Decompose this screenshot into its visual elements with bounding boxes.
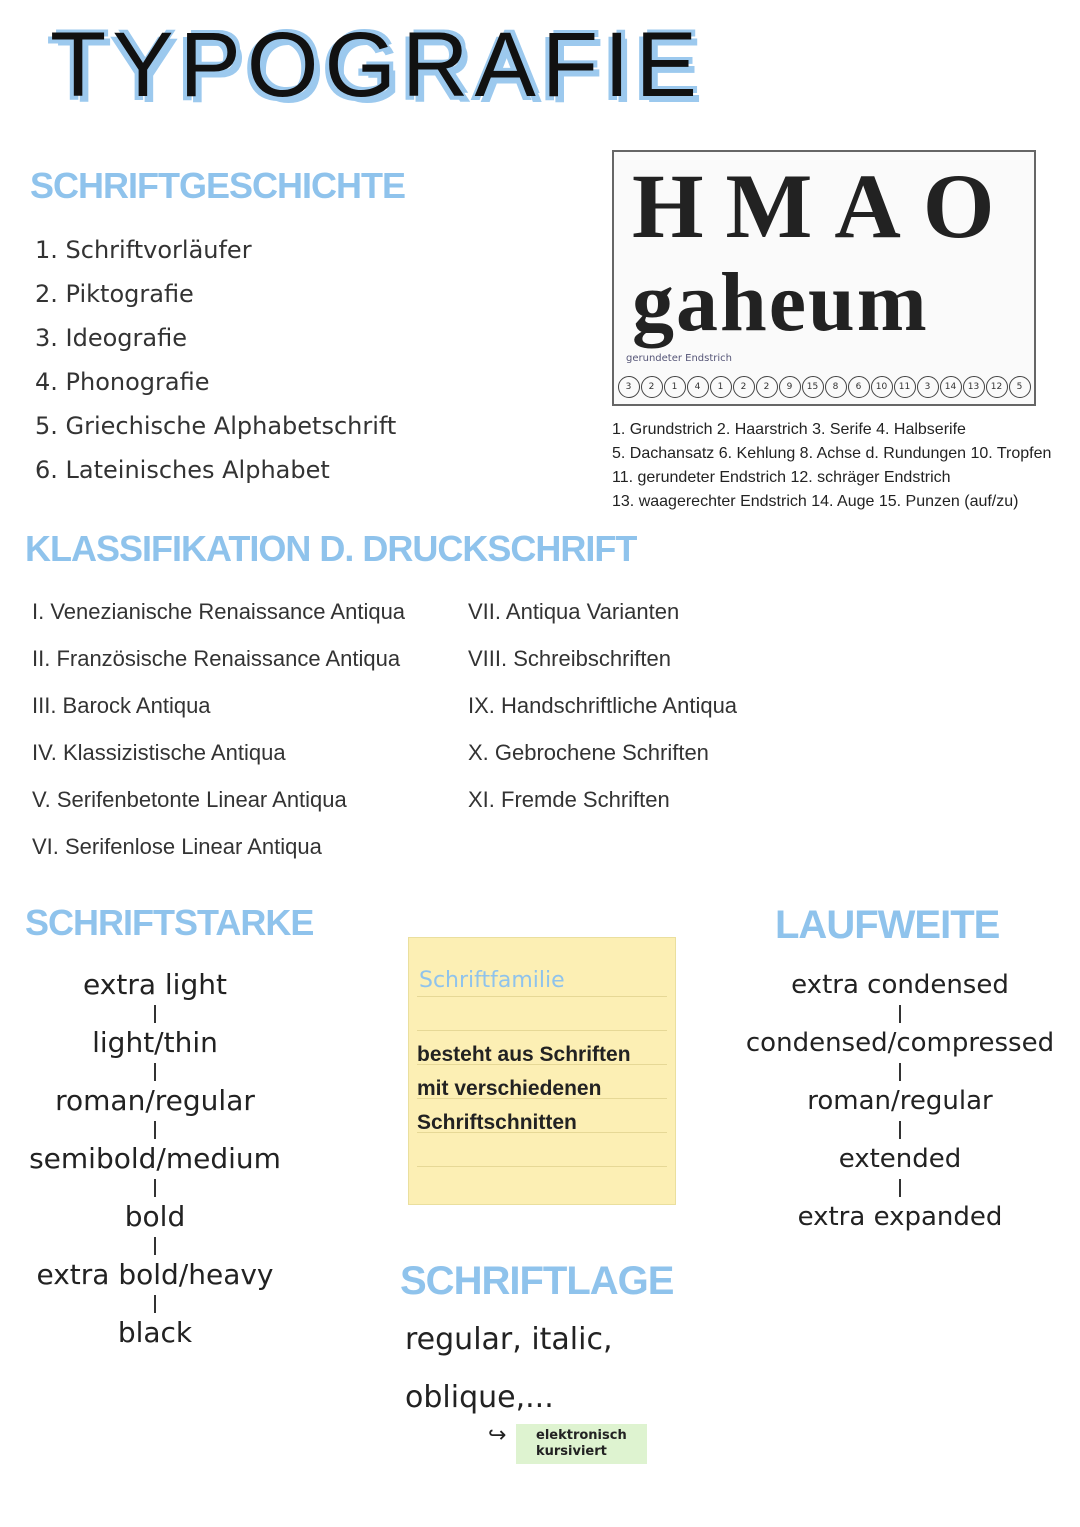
schriftlage-line-2: oblique,... [405,1380,554,1415]
weight-item: light/thin [92,1026,218,1059]
marker: 1 [664,376,686,398]
divider [899,1179,901,1197]
list-item: II. Französische Renaissance Antiqua [32,646,401,671]
marker: 8 [825,376,847,398]
list-item: 3. Ideografie [35,324,187,352]
list-item: I. Venezianische Renaissance Antiqua [32,599,406,624]
marker: 2 [733,376,755,398]
divider [154,1179,156,1197]
width-item: extended [838,1144,962,1174]
marker: 14 [940,376,962,398]
divider [417,1030,667,1031]
figure-annotation: gerundeter Endstrich [626,353,733,364]
list-item: 1. Schriftvorläufer [35,236,252,264]
marker-strip [620,376,1028,398]
marker: 1 [710,376,732,398]
marker: 13 [963,376,985,398]
list-item: VI. Serifenlose Linear Antiqua [32,834,322,859]
note-line: elektronisch [536,1428,627,1443]
marker: 11 [894,376,916,398]
divider [899,1063,901,1081]
marker: 12 [986,376,1008,398]
weight-item: extra bold/heavy [36,1258,274,1291]
sticky-note [408,937,676,1205]
marker: 5 [1009,376,1031,398]
width-item: extra expanded [797,1202,1003,1232]
legend-line: 13. waagerechter Endstrich 14. Auge 15. Punzen (auf/zu) [612,493,1019,510]
divider [154,1295,156,1313]
list-item: X. Gebrochene Schriften [468,740,709,765]
note-line: kursiviert [536,1444,607,1459]
weight-item: semibold/medium [29,1142,281,1175]
divider [899,1121,901,1139]
oblique-note [516,1424,647,1464]
heading-schriftgeschichte: SCHRIFTGESCHICHTE [30,165,406,206]
figure-lowercase: gaheum [632,256,929,349]
note-body [417,1038,631,1140]
laufweite-scale [740,965,1060,1237]
legend-line: 11. gerundeter Endstrich 12. schräger Endstrich [612,469,951,486]
divider [154,1063,156,1081]
figure-uppercase: HMAO [632,155,1017,257]
legend-line: 1. Grundstrich 2. Haarstrich 3. Serife 4. Halbserife [612,421,966,438]
heading-schriftlage: SCHRIFTLAGE [400,1259,674,1303]
note-title: Schriftfamilie [419,968,565,993]
page-title: TYPOGRAFIE [50,14,703,116]
heading-klassifikation: KLASSIFIKATION D. DRUCKSCHRIFT [25,528,637,569]
divider [417,1166,667,1167]
list-item: 2. Piktografie [35,280,194,308]
width-item: roman/regular [807,1086,993,1116]
list-item: V. Serifenbetonte Linear Antiqua [32,787,347,812]
heading-schriftstaerke: SCHRIFTSTARKE [25,902,314,943]
list-item: III. Barock Antiqua [32,693,211,718]
note-line: Schriftschnitten [417,1111,577,1134]
list-item: XI. Fremde Schriften [468,787,670,812]
anatomy-legend [612,418,1051,514]
width-item: condensed/compressed [745,1028,1055,1058]
list-item: 6. Lateinisches Alphabet [35,456,330,484]
schriftgeschichte-list [35,228,396,492]
list-item: 5. Griechische Alphabetschrift [35,412,397,440]
legend-line: 5. Dachansatz 6. Kehlung 8. Achse d. Rundungen 10. Tropfen [612,445,1052,462]
weight-item: black [117,1316,193,1349]
letter-anatomy-figure [612,150,1036,406]
heading-laufweite: LAUFWEITE [775,903,1000,947]
schriftlage-line-1: regular, italic, [405,1322,613,1357]
marker: 15 [802,376,824,398]
klassifikation-right [468,588,737,823]
divider [154,1237,156,1255]
list-item: IV. Klassizistische Antiqua [32,740,286,765]
note-line: besteht aus Schriften [417,1043,631,1066]
arrow-icon: ↪ [488,1423,507,1448]
list-item: 4. Phonografie [35,368,210,396]
marker: 3 [618,376,640,398]
divider [899,1005,901,1023]
marker: 2 [641,376,663,398]
list-item: VII. Antiqua Varianten [468,599,680,624]
marker: 6 [848,376,870,398]
klassifikation-left [32,588,405,870]
weight-item: bold [124,1200,186,1233]
list-item: VIII. Schreibschriften [468,646,671,671]
marker: 9 [779,376,801,398]
list-item: IX. Handschriftliche Antiqua [468,693,738,718]
marker: 3 [917,376,939,398]
width-item: extra condensed [791,970,1009,1000]
divider [154,1121,156,1139]
divider [154,1005,156,1023]
note-line: mit verschiedenen [417,1077,602,1100]
marker: 4 [687,376,709,398]
weight-item: roman/regular [55,1084,255,1117]
marker: 2 [756,376,778,398]
marker: 10 [871,376,893,398]
schriftstaerke-scale [20,965,290,1353]
divider [417,996,667,997]
weight-item: extra light [83,968,227,1001]
